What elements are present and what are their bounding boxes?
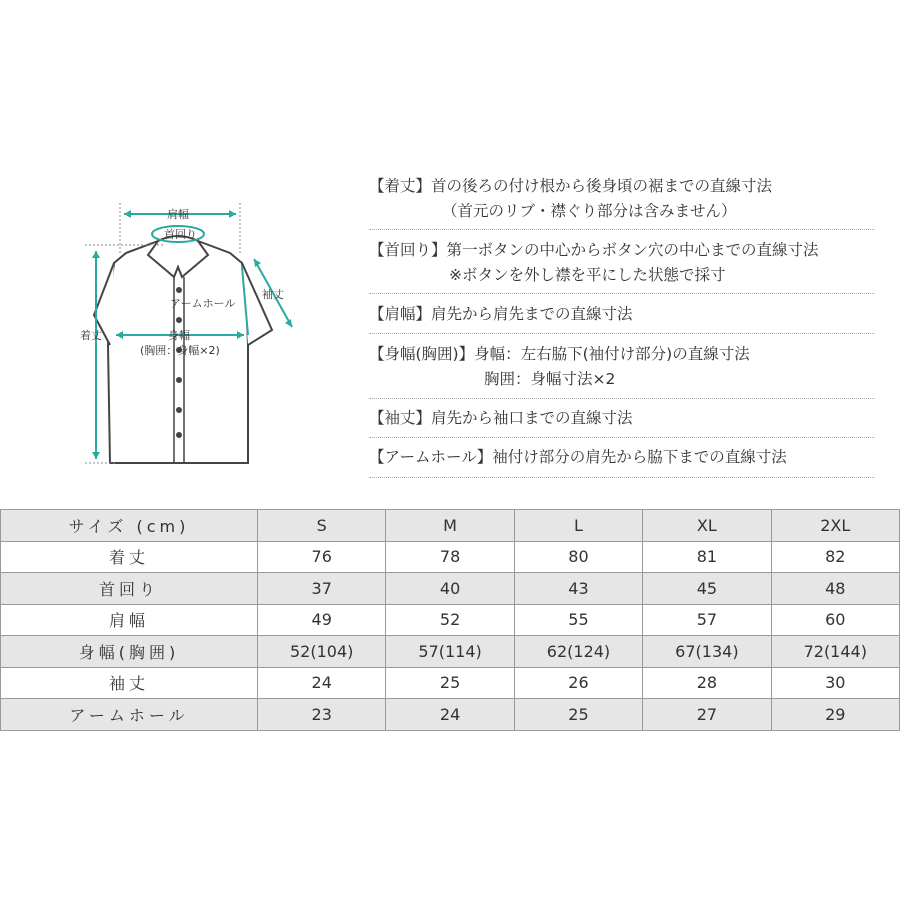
row-label: 肩幅 bbox=[1, 604, 258, 636]
table-cell: 45 bbox=[643, 573, 771, 605]
table-cell: 76 bbox=[258, 541, 386, 573]
body-width-label: 身幅 bbox=[168, 329, 190, 342]
table-row bbox=[1, 667, 900, 699]
table-cell: 52(104) bbox=[258, 636, 386, 668]
armhole-label: アームホール bbox=[170, 297, 236, 310]
note-line: 【肩幅】肩先から肩先までの直線寸法 bbox=[369, 305, 633, 323]
arrowhead bbox=[92, 452, 100, 459]
table-cell: 60 bbox=[771, 604, 899, 636]
table-header-cell: S bbox=[258, 510, 386, 542]
table-row bbox=[1, 541, 900, 573]
row-label: 身幅(胸囲) bbox=[1, 636, 258, 668]
note-line: 【首回り】第一ボタンの中心からボタン穴の中心までの直線寸法 bbox=[369, 241, 819, 259]
arrowhead bbox=[92, 251, 100, 258]
note-line: 【袖丈】肩先から袖口までの直線寸法 bbox=[369, 409, 633, 427]
table-cell: 80 bbox=[514, 541, 642, 573]
row-label: 袖丈 bbox=[1, 667, 258, 699]
shirt-measurement-diagram bbox=[70, 195, 310, 475]
length-label: 着丈 bbox=[80, 329, 102, 342]
table-cell: 55 bbox=[514, 604, 642, 636]
shirt-button bbox=[176, 317, 182, 323]
neck-label: 首回り bbox=[164, 228, 197, 241]
table-cell: 57 bbox=[643, 604, 771, 636]
shirt-button bbox=[176, 287, 182, 293]
table-cell: 25 bbox=[386, 667, 514, 699]
table-cell: 48 bbox=[771, 573, 899, 605]
table-cell: 23 bbox=[258, 699, 386, 731]
table-cell: 25 bbox=[514, 699, 642, 731]
table-header-label: サイズ (cm) bbox=[1, 510, 258, 542]
sleeve-label: 袖丈 bbox=[262, 288, 284, 301]
table-cell: 26 bbox=[514, 667, 642, 699]
body-width-note-label: (胸囲：身幅×2) bbox=[140, 344, 220, 357]
table-cell: 29 bbox=[771, 699, 899, 731]
table-cell: 81 bbox=[643, 541, 771, 573]
row-label: 首回り bbox=[1, 573, 258, 605]
shirt-button bbox=[176, 432, 182, 438]
row-label: 着丈 bbox=[1, 541, 258, 573]
table-cell: 52 bbox=[386, 604, 514, 636]
table-cell: 57(114) bbox=[386, 636, 514, 668]
note-shoulder bbox=[369, 294, 875, 334]
note-length bbox=[369, 170, 875, 230]
table-row bbox=[1, 636, 900, 668]
table-cell: 43 bbox=[514, 573, 642, 605]
note-neck bbox=[369, 230, 875, 294]
table-cell: 27 bbox=[643, 699, 771, 731]
table-header-cell: 2XL bbox=[771, 510, 899, 542]
table-header-cell: M bbox=[386, 510, 514, 542]
note-body-width bbox=[369, 334, 875, 399]
table-cell: 37 bbox=[258, 573, 386, 605]
table-header-cell: XL bbox=[643, 510, 771, 542]
table-cell: 40 bbox=[386, 573, 514, 605]
table-cell: 28 bbox=[643, 667, 771, 699]
table-cell: 49 bbox=[258, 604, 386, 636]
table-row bbox=[1, 604, 900, 636]
note-sleeve bbox=[369, 399, 875, 438]
size-table bbox=[0, 509, 900, 731]
arrowhead bbox=[124, 210, 131, 218]
table-cell: 82 bbox=[771, 541, 899, 573]
note-line: （首元のリブ・襟ぐり部分は含みません） bbox=[442, 202, 737, 220]
table-cell: 78 bbox=[386, 541, 514, 573]
row-label: アームホール bbox=[1, 699, 258, 731]
note-line: 【アームホール】袖付け部分の肩先から脇下までの直線寸法 bbox=[369, 448, 787, 466]
table-row bbox=[1, 699, 900, 731]
table-header-row bbox=[1, 510, 900, 542]
shirt-button bbox=[176, 407, 182, 413]
note-line: 【身幅(胸囲)】身幅：左右脇下(袖付け部分)の直線寸法 bbox=[369, 345, 750, 363]
table-cell: 67(134) bbox=[643, 636, 771, 668]
table-cell: 24 bbox=[258, 667, 386, 699]
arrowhead bbox=[229, 210, 236, 218]
shoulder-label: 肩幅 bbox=[167, 208, 189, 221]
table-cell: 62(124) bbox=[514, 636, 642, 668]
table-cell: 30 bbox=[771, 667, 899, 699]
shirt-button bbox=[176, 377, 182, 383]
note-armhole bbox=[369, 438, 875, 478]
table-row bbox=[1, 573, 900, 605]
note-line: 【着丈】首の後ろの付け根から後身頃の裾までの直線寸法 bbox=[369, 177, 773, 195]
note-line: 胸囲：身幅寸法×2 bbox=[484, 370, 616, 388]
measurement-notes bbox=[369, 170, 875, 478]
table-cell: 72(144) bbox=[771, 636, 899, 668]
note-line: ※ボタンを外し襟を平にした状態で採寸 bbox=[449, 266, 726, 284]
table-cell: 24 bbox=[386, 699, 514, 731]
table-header-cell: L bbox=[514, 510, 642, 542]
